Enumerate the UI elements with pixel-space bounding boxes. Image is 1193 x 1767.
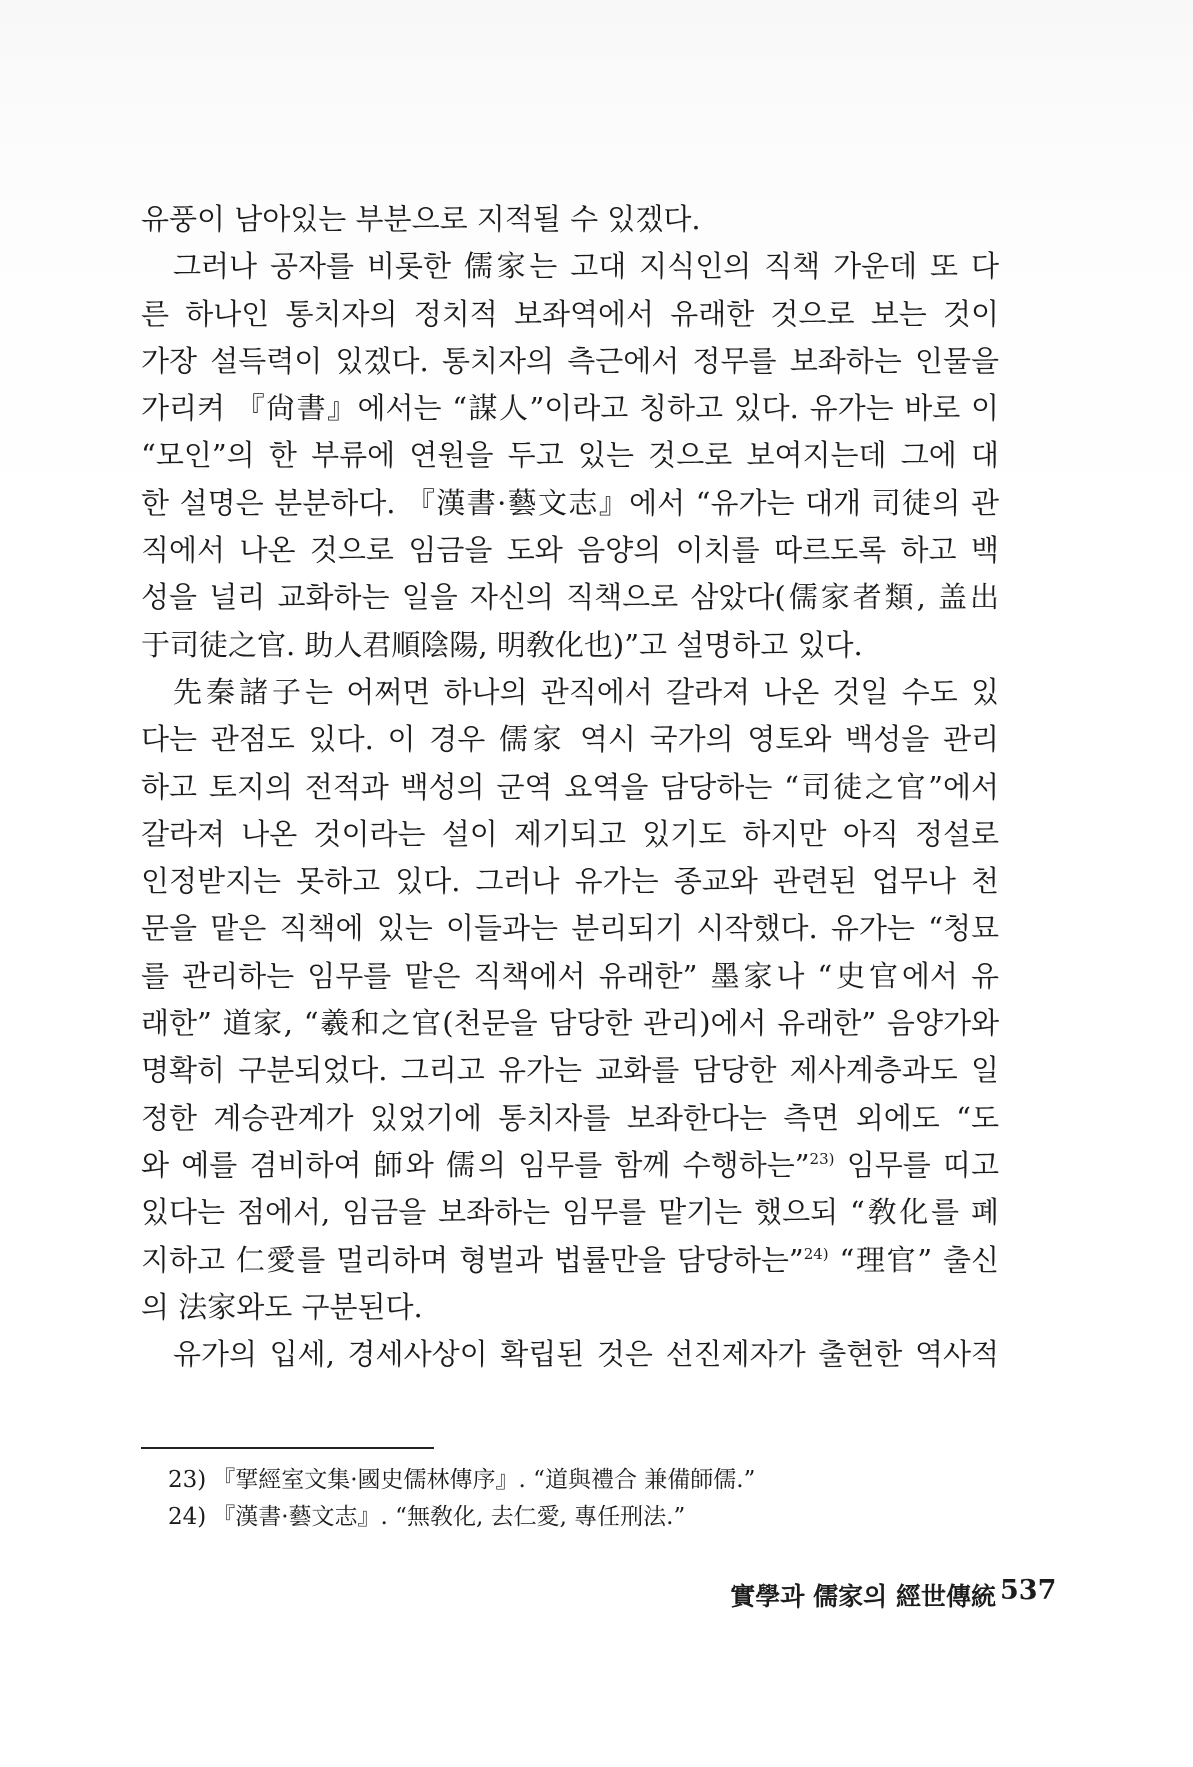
line-text-tail: 임무를 띠고 bbox=[834, 1147, 999, 1182]
text-line: 유풍이 남아있는 부분으로 지적될 수 있겠다. bbox=[141, 202, 701, 236]
text-line: 유가의 입세, 경세사상이 확립된 것은 선진제자가 출현한 역사적 bbox=[173, 1337, 999, 1372]
footnote-text: 『漢書·藝文志』. “無敎化, 去仁愛, 專任刑法.” bbox=[212, 1504, 686, 1530]
page-number: 537 bbox=[1000, 1575, 1057, 1606]
line-text-tail: “理官” 출신 bbox=[828, 1242, 999, 1277]
text-line: 先秦諸子는 어쩌면 하나의 관직에서 갈라져 나온 것일 수도 있 bbox=[173, 674, 999, 709]
text-line-with-footnote bbox=[141, 1237, 999, 1284]
text-line: 정한 계승관계가 있었기에 통치자를 보좌한다는 측면 외에도 “도 bbox=[141, 1100, 999, 1135]
text-line: 의 法家와도 구분된다. bbox=[141, 1289, 423, 1324]
footnotes bbox=[168, 1462, 998, 1536]
running-title: 實學과 儒家의 經世傳統 bbox=[730, 1582, 996, 1611]
text-line: 갈라져 나온 것이라는 설이 제기되고 있기도 하지만 아직 정설로 bbox=[141, 816, 999, 851]
text-line-with-footnote bbox=[141, 1142, 999, 1189]
text-line: “모인”의 한 부류에 연원을 두고 있는 것으로 보여지는데 그에 대 bbox=[141, 438, 999, 473]
line-text: 지하고 仁愛를 멀리하며 형벌과 법률만을 담당하는” bbox=[141, 1242, 804, 1277]
text-line: 가장 설득력이 있겠다. 통치자의 측근에서 정무를 보좌하는 인물을 bbox=[141, 343, 999, 378]
text-line: 한 설명은 분분하다. 『漢書·藝文志』에서 “유가는 대개 司徒의 관 bbox=[141, 485, 999, 520]
text-line: 하고 토지의 전적과 백성의 군역 요역을 담당하는 “司徒之官”에서 bbox=[141, 769, 999, 804]
footnote-text: 『揅經室文集·國史儒林傳序』. “道與禮合 兼備師儒.” bbox=[212, 1467, 756, 1493]
line-text: 와 예를 겸비하여 師와 儒의 임무를 함께 수행하는” bbox=[141, 1147, 810, 1182]
footnote-marker-24: 24) bbox=[803, 1244, 829, 1263]
footnote-23 bbox=[168, 1462, 998, 1499]
text-line: 于司徒之官. 助人君順陰陽, 明敎化也)”고 설명하고 있다. bbox=[141, 627, 863, 662]
footnote-24 bbox=[168, 1499, 998, 1536]
text-line: 그러나 공자를 비롯한 儒家는 고대 지식인의 직책 가운데 또 다 bbox=[173, 249, 999, 284]
footnote-number: 24) bbox=[168, 1504, 207, 1530]
text-line: 른 하나인 통치자의 정치적 보좌역에서 유래한 것으로 보는 것이 bbox=[141, 296, 999, 331]
text-line: 를 관리하는 임무를 맡은 직책에서 유래한” 墨家나 “史官에서 유 bbox=[141, 958, 999, 993]
text-line: 래한” 道家, “羲和之官(천문을 담당한 관리)에서 유래한” 음양가와 bbox=[141, 1006, 999, 1041]
text-line: 가리켜 『尙書』에서는 “謀人”이라고 칭하고 있다. 유가는 바로 이 bbox=[141, 391, 999, 426]
text-line: 다는 관점도 있다. 이 경우 儒家 역시 국가의 영토와 백성을 관리 bbox=[141, 722, 999, 757]
footnote-number: 23) bbox=[168, 1467, 207, 1493]
text-line: 있다는 점에서, 임금을 보좌하는 임무를 맡기는 했으되 “敎化를 폐 bbox=[141, 1195, 999, 1230]
footnote-divider bbox=[141, 1447, 434, 1449]
text-line: 성을 널리 교화하는 일을 자신의 직책으로 삼았다(儒家者類, 盖出 bbox=[141, 580, 999, 615]
text-line: 문을 맡은 직책에 있는 이들과는 분리되기 시작했다. 유가는 “청묘 bbox=[141, 911, 999, 946]
text-line: 인정받지는 못하고 있다. 그러나 유가는 종교와 관련된 업무나 천 bbox=[141, 864, 999, 899]
body-text bbox=[141, 196, 999, 1378]
text-line: 직에서 나온 것으로 임금을 도와 음양의 이치를 따르도록 하고 백 bbox=[141, 533, 999, 568]
footnote-marker-23: 23) bbox=[809, 1149, 835, 1168]
text-line: 명확히 구분되었다. 그리고 유가는 교화를 담당한 제사계층과도 일 bbox=[141, 1053, 999, 1088]
